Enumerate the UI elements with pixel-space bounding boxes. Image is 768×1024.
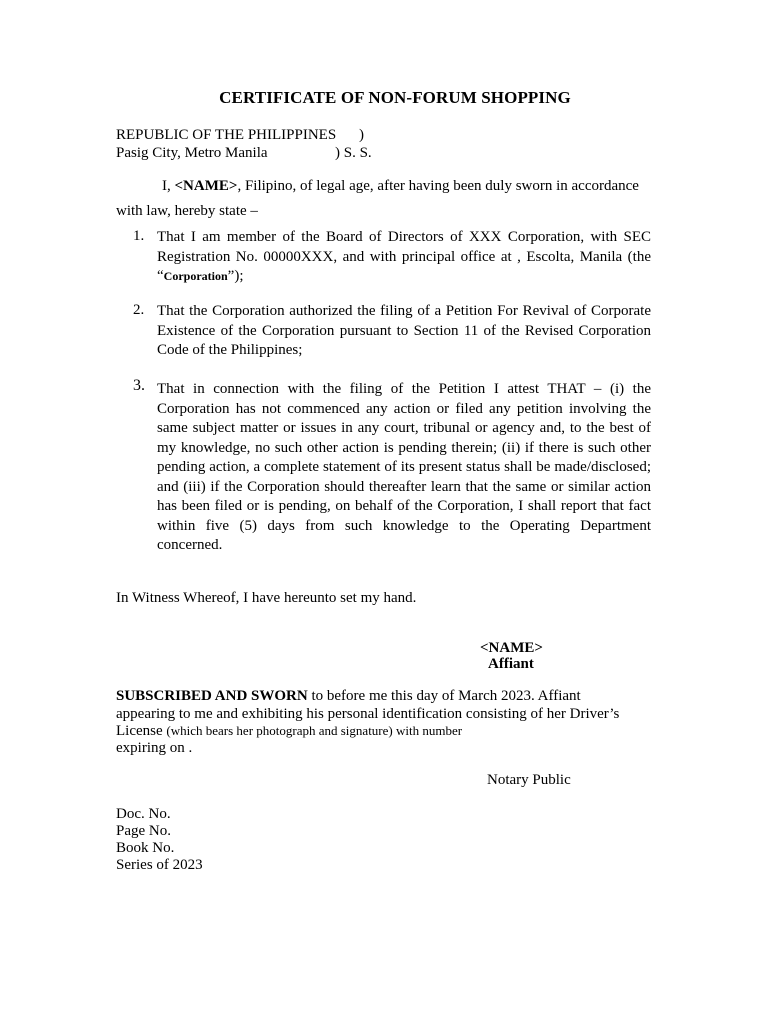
intro-paragraph (162, 178, 639, 195)
page-number: Page No. (116, 823, 171, 839)
notary-public-label: Notary Public (487, 772, 571, 788)
item-number-1: 1. (133, 228, 145, 244)
item-1 (157, 228, 651, 287)
venue-bracket-1: ) (359, 127, 364, 143)
venue-line-1 (116, 127, 364, 144)
item-1-defined-term: Corporation (163, 269, 228, 283)
affiant-title: Affiant (488, 656, 534, 672)
jurat-line-4: expiring on . (116, 740, 193, 756)
jurat-bold: SUBSCRIBED AND SWORN (116, 688, 308, 704)
jurat-line-3-small: (which bears her photograph and signature) with number (166, 723, 463, 738)
jurat-line-1-rest: to before me this day of March 2023. Affiant (307, 688, 581, 704)
witness-clause: In Witness Whereof, I have hereunto set my hand. (116, 590, 417, 606)
item-number-2: 2. (133, 302, 145, 318)
item-number-3: 3. (133, 377, 145, 394)
item-2: That the Corporation authorized the filing of a Petition For Revival of Corporate Existence of the Corporation pursuant to Section 11 of the Revised Corporation Code of the Philippines; (157, 303, 651, 358)
item-3: That in connection with the filing of the Petition I attest THAT – (i) the Corporation has not commenced any action or filed any petition involving the same subject matter or issues in any court, tribunal or agency and, to the best of my knowledge, no such other action is pending therein; (ii) if there is such other pending action, a complete statement of its present status shall be made/disclosed; and (iii) if the Corporation should thereafter learn that the same or similar action has been filed or is pending, on behalf of the Corporation, I shall report that fact within five (5) days from such knowledge to the Operating Department concerned. (157, 381, 651, 553)
venue-country: REPUBLIC OF THE PHILIPPINES (116, 127, 337, 143)
book-number: Book No. (116, 840, 175, 856)
intro-start: I, (162, 178, 175, 194)
jurat-line-1 (116, 688, 651, 705)
venue-bracket-2: ) S. S. (335, 145, 372, 161)
jurat-line-2: appearing to me and exhibiting his personal identification consisting of her Driver’s (116, 706, 620, 722)
doc-number: Doc. No. (116, 806, 171, 822)
affiant-name-placeholder: <NAME> (174, 178, 238, 194)
item-1-text: That I am member of the Board of Directors of XXX Corporation, with SEC Registration No. 00000XXX, and with principal office at , Escolta, Manila (the “ (157, 229, 651, 284)
intro-rest: , Filipino, of legal age, after having been duly sworn in accordance (237, 178, 639, 194)
item-1-text-end: ”); (227, 268, 244, 284)
jurat-line-3-main: License (116, 723, 167, 739)
document-title: CERTIFICATE OF NON-FORUM SHOPPING (219, 88, 571, 107)
series-year: Series of 2023 (116, 857, 203, 873)
jurat-line-3 (116, 723, 462, 740)
affiant-name: <NAME> (480, 640, 543, 656)
venue-city: Pasig City, Metro Manila (116, 145, 268, 161)
venue-line-2 (116, 145, 372, 162)
intro-line-2: with law, hereby state – (116, 203, 258, 219)
